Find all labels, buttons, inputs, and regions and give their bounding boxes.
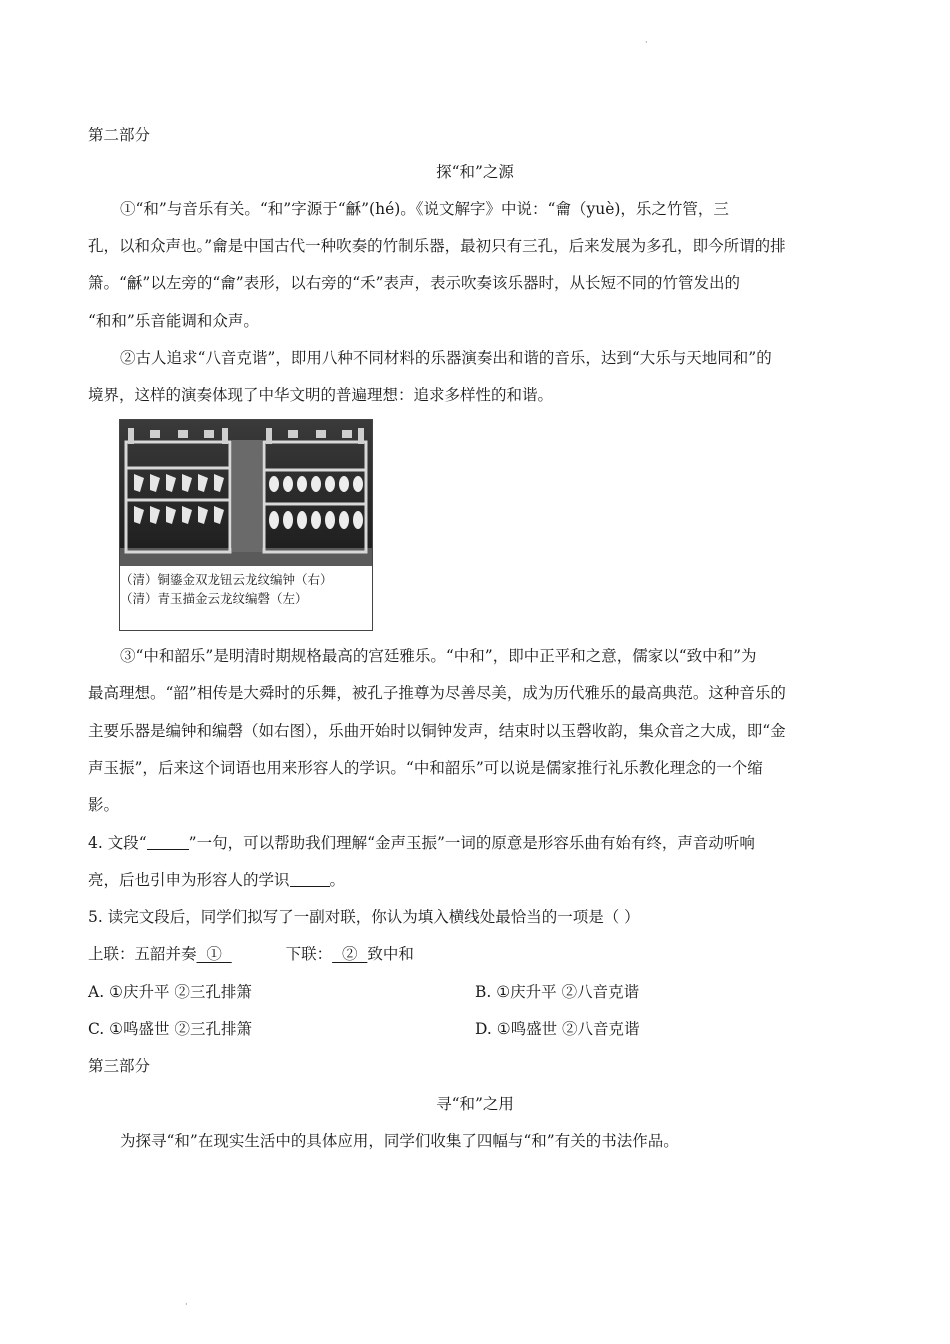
part3-heading: 第三部分 bbox=[88, 1057, 151, 1075]
part3-intro: 为探寻“和”在现实生活中的具体应用，同学们收集了四幅与“和”有关的书法作品。 bbox=[120, 1132, 679, 1150]
paragraph-2-line: 境界，这样的演奏体现了中华文明的普遍理想：追求多样性的和谐。 bbox=[88, 386, 554, 404]
q4-text-d: 。 bbox=[329, 871, 346, 889]
paragraph-3-line: 声玉振”，后来这个词语也用来形容人的学识。“中和韶乐”可以说是儒家推行礼乐教化理念的一个缩 bbox=[88, 759, 763, 777]
q4-text-c: 亮，后也引申为形容人的学识 bbox=[88, 871, 290, 889]
bianzhong-bianqing-photo bbox=[120, 420, 372, 566]
paragraph-1-line: 箫。“龢”以左旁的“龠”表形，以右旁的“禾”表声，表示吹奏该乐器时，从长短不同的竹管发出的 bbox=[88, 274, 741, 292]
q4-blank-1[interactable] bbox=[147, 833, 189, 850]
part2-heading: 第二部分 bbox=[88, 126, 151, 144]
paragraph-1-line: 孔，以和众声也。”龠是中国古代一种吹奏的竹制乐器，最初只有三孔，后来发展为多孔，即今所谓的排 bbox=[88, 237, 786, 255]
option-b[interactable]: B. ①庆升平 ②八音克谐 bbox=[475, 983, 640, 1001]
caption-line-2: （清）青玉描金云龙纹编磬（左） bbox=[120, 591, 308, 606]
q4-text-a: 4. 文段“ bbox=[88, 834, 147, 852]
question-4 bbox=[88, 832, 755, 854]
caption-line-1: （清）铜鎏金双龙钮云龙纹编钟（右） bbox=[120, 572, 333, 587]
option-d[interactable]: D. ①鸣盛世 ②八音克谐 bbox=[475, 1020, 640, 1038]
couplet-lower-label: 下联： bbox=[285, 945, 333, 963]
couplet-lower-blank[interactable]: ② bbox=[332, 945, 368, 963]
q4-text-b: ”一句，可以帮助我们理解“金声玉振”一词的原意是形容乐曲有始有终，声音动听响 bbox=[188, 834, 755, 852]
couplet-upper-blank[interactable]: ① bbox=[196, 945, 232, 963]
instrument-figure bbox=[119, 419, 373, 631]
paragraph-3-line: 影。 bbox=[88, 796, 120, 814]
part3-title: 寻“和”之用 bbox=[436, 1095, 514, 1113]
part2-title: 探“和”之源 bbox=[436, 163, 514, 181]
figure-caption bbox=[120, 570, 372, 608]
paragraph-1-line: ①“和”与音乐有关。“和”字源于“龢”(hé)。《说文解字》中说：“龠（yuè)，乐之竹管，三 bbox=[120, 200, 729, 218]
option-a[interactable]: A. ①庆升平 ②三孔排箫 bbox=[88, 983, 252, 1001]
paragraph-3-line: 最高理想。“韶”相传是大舜时的乐舞，被孔子推尊为尽善尽美，成为历代雅乐的最高典范。这种音乐的 bbox=[88, 684, 786, 702]
couplet-upper-label: 上联：五韶并奏 bbox=[88, 945, 197, 963]
question-5-stem: 5. 读完文段后，同学们拟写了一副对联，你认为填入横线处最恰当的一项是（ ） bbox=[88, 908, 640, 926]
paragraph-1-line: “和和”乐音能调和众声。 bbox=[88, 312, 259, 330]
scan-dot: · bbox=[185, 1300, 188, 1309]
question-4-line-2 bbox=[88, 869, 345, 891]
q4-blank-2[interactable] bbox=[290, 870, 330, 887]
scan-dot: · bbox=[645, 38, 648, 47]
paragraph-2-line: ②古人追求“八音克谐”，即用八种不同材料的乐器演奏出和谐的音乐，达到“大乐与天地同和”的 bbox=[120, 349, 772, 367]
couplet bbox=[88, 943, 414, 965]
paragraph-3-line: ③“中和韶乐”是明清时期规格最高的宫廷雅乐。“中和”，即中正平和之意，儒家以“致中和”为 bbox=[120, 647, 757, 665]
option-c[interactable]: C. ①鸣盛世 ②三孔排箫 bbox=[88, 1020, 252, 1038]
paragraph-3-line: 主要乐器是编钟和编磬（如右图），乐曲开始时以铜钟发声，结束时以玉磬收韵，集众音之大成，即“金 bbox=[88, 722, 786, 740]
couplet-lower-tail: 致中和 bbox=[367, 945, 414, 963]
